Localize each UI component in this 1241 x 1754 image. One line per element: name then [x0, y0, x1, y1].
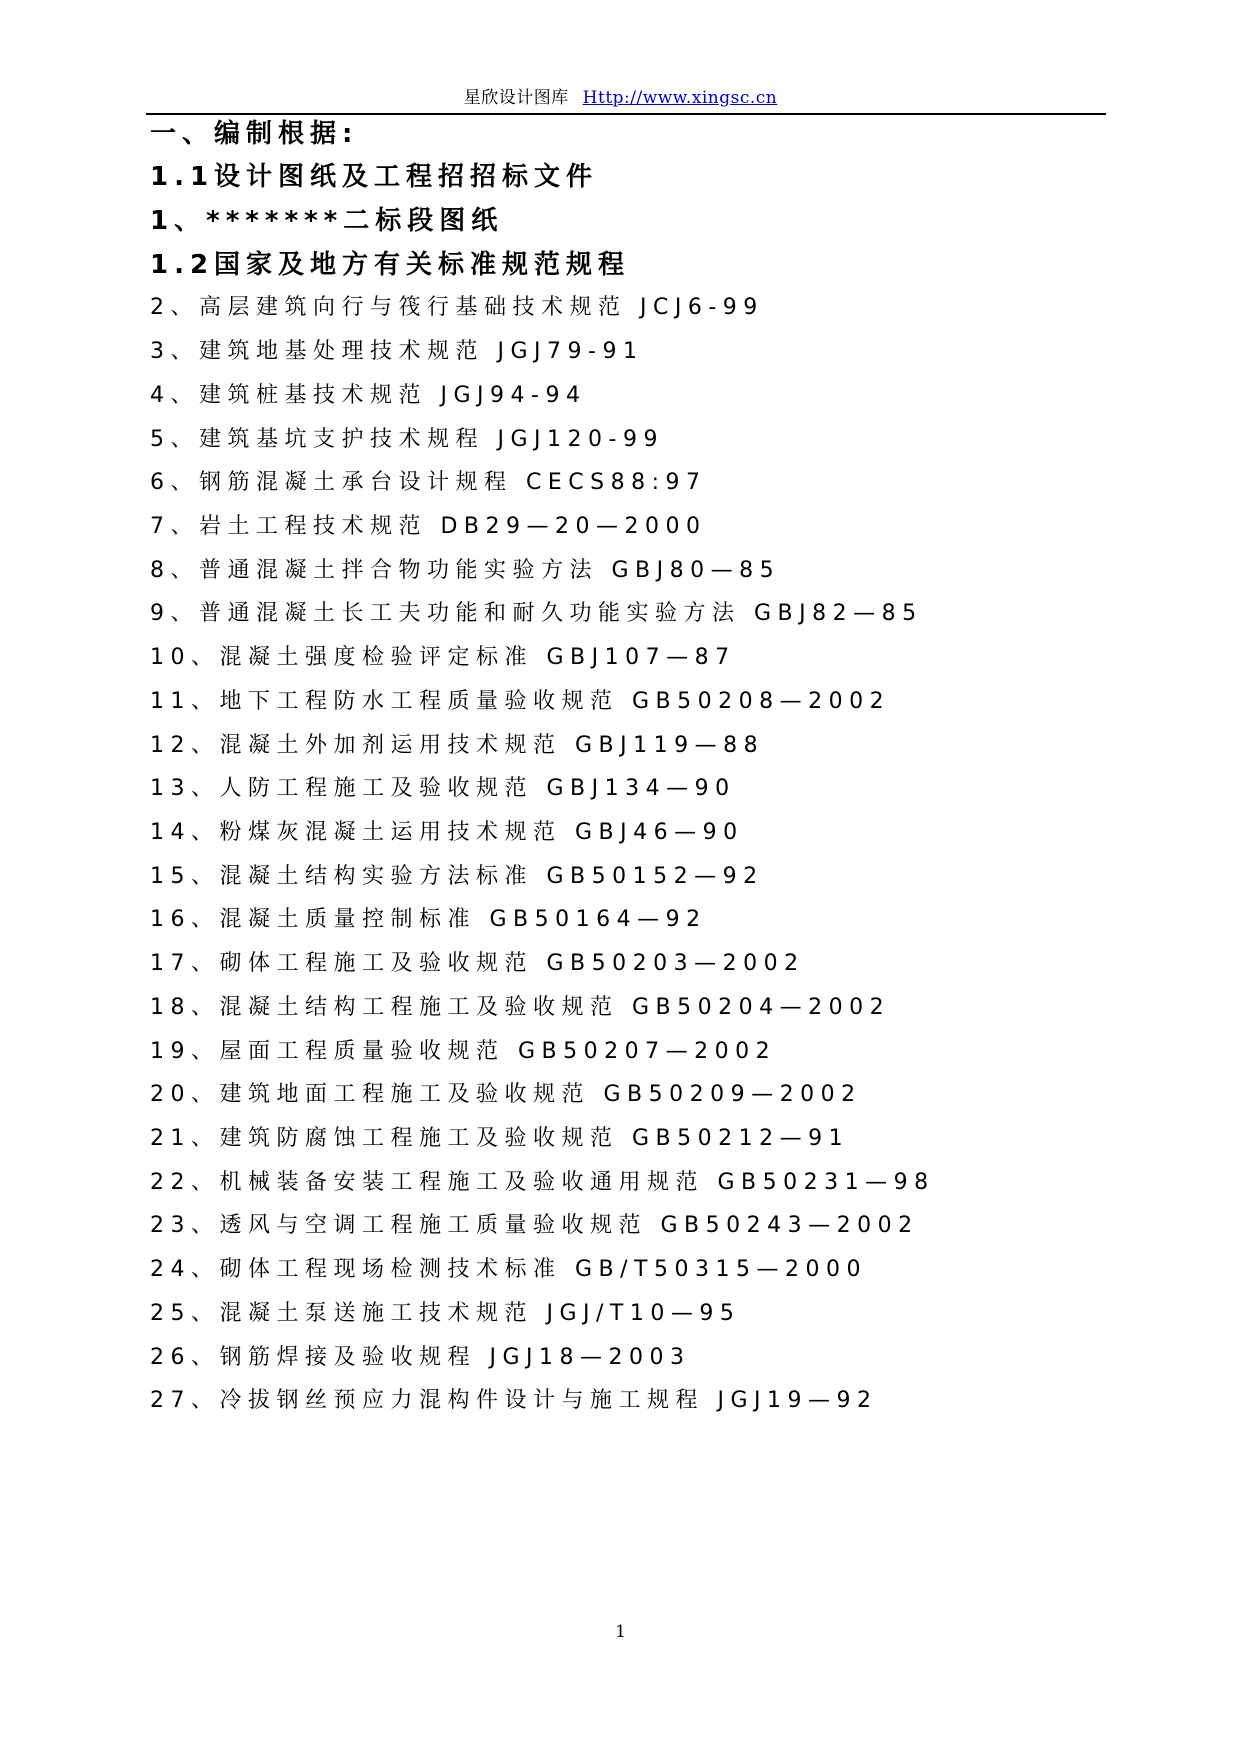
standard-list-item: 17、砌体工程施工及验收规范 GB50203—2002 — [150, 951, 805, 976]
standard-list-item: 11、地下工程防水工程质量验收规范 GB50208—2002 — [150, 689, 891, 714]
standard-list-item: 5、建筑基坑支护技术规程 JGJ120-99 — [150, 427, 664, 452]
standard-list-item: 2、高层建筑向行与筏行基础技术规范 JCJ6-99 — [150, 295, 764, 320]
page-number: 1 — [615, 1622, 626, 1642]
page-header — [0, 88, 1241, 108]
site-name: 星欣设计图库 — [463, 88, 569, 108]
standard-list-item: 6、钢筋混凝土承台设计规程 CECS88:97 — [150, 470, 707, 495]
standard-list-item: 25、混凝土泵送施工技术规范 JGJ/T10—95 — [150, 1301, 741, 1326]
list-item-drawings: 1、*******二标段图纸 — [150, 206, 504, 236]
standard-list-item: 7、岩土工程技术规范 DB29—20—2000 — [150, 514, 707, 539]
standard-list-item: 15、混凝土结构实验方法标准 GB50152—92 — [150, 864, 764, 889]
standard-list-item: 27、冷拔钢丝预应力混构件设计与施工规程 JGJ19—92 — [150, 1388, 878, 1413]
standard-list-item: 10、混凝土强度检验评定标准 GBJ107—87 — [150, 645, 736, 670]
standard-list-item: 8、普通混凝土拌合物功能实验方法 GBJ80—85 — [150, 558, 781, 583]
standard-list-item: 3、建筑地基处理技术规范 JGJ79-91 — [150, 339, 644, 364]
standard-list-item: 26、钢筋焊接及验收规程 JGJ18—2003 — [150, 1345, 691, 1370]
standard-list-item: 16、混凝土质量控制标准 GB50164—92 — [150, 907, 707, 932]
subsection-heading-drawings: 1.1设计图纸及工程招招标文件 — [150, 162, 599, 192]
standard-list-item: 4、建筑桩基技术规范 JGJ94-94 — [150, 383, 587, 408]
site-url-link[interactable]: Http://www.xingsc.cn — [582, 88, 778, 108]
standard-list-item: 20、建筑地面工程施工及验收规范 GB50209—2002 — [150, 1082, 862, 1107]
section-heading-basis: 一、编制根据: — [150, 119, 359, 149]
standard-list-item: 24、砌体工程现场检测技术标准 GB/T50315—2000 — [150, 1257, 867, 1282]
standard-list-item: 12、混凝土外加剂运用技术规范 GBJ119—88 — [150, 733, 765, 758]
standard-list-item: 21、建筑防腐蚀工程施工及验收规范 GB50212—91 — [150, 1126, 850, 1151]
subsection-heading-standards: 1.2国家及地方有关标准规范规程 — [150, 250, 631, 280]
standard-list-item: 9、普通混凝土长工夫功能和耐久功能实验方法 GBJ82—85 — [150, 601, 923, 626]
standard-list-item: 22、机械装备安装工程施工及验收通用规范 GB50231—98 — [150, 1170, 935, 1195]
standard-list-item: 18、混凝土结构工程施工及验收规范 GB50204—2002 — [150, 995, 891, 1020]
standard-list-item: 23、透风与空调工程施工质量验收规范 GB50243—2002 — [150, 1213, 919, 1238]
standard-list-item: 19、屋面工程质量验收规范 GB50207—2002 — [150, 1039, 777, 1064]
standard-list-item: 13、人防工程施工及验收规范 GBJ134—90 — [150, 776, 736, 801]
standard-list-item: 14、粉煤灰混凝土运用技术规范 GBJ46—90 — [150, 820, 744, 845]
